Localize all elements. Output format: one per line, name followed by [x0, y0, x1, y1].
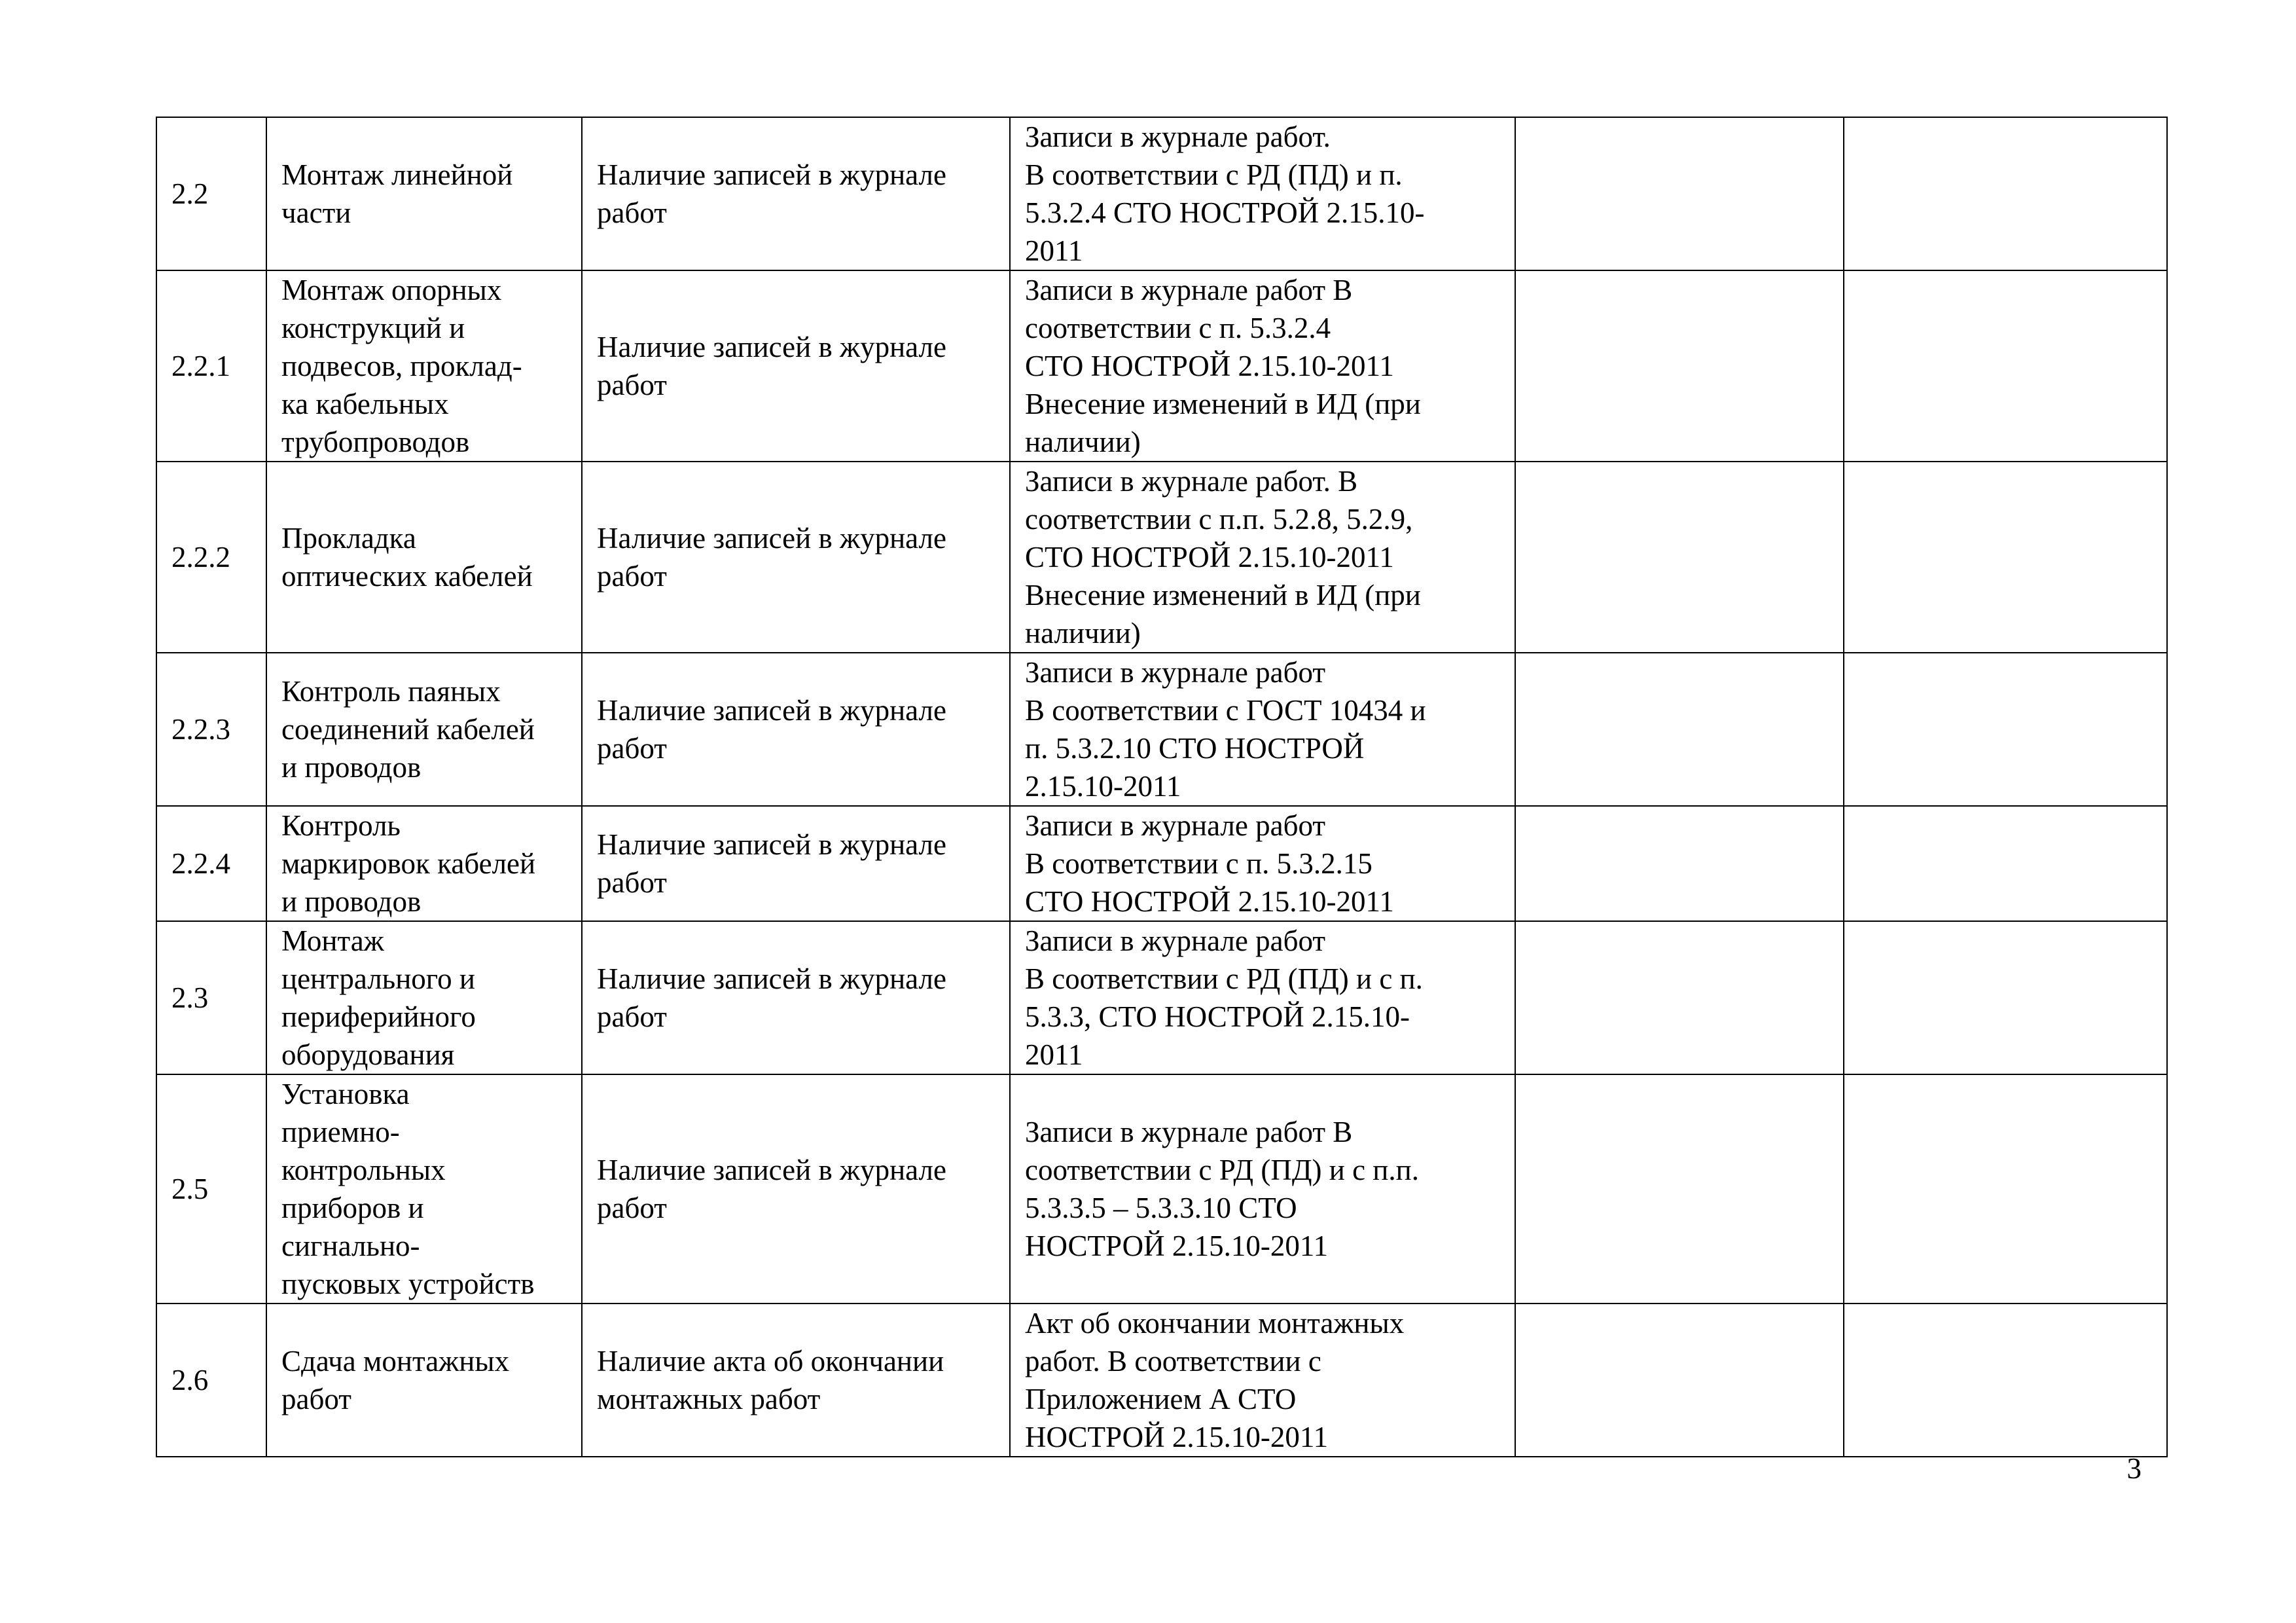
cell-item-number: 2.2.2: [156, 462, 266, 653]
page-number: 3: [2126, 1452, 2142, 1485]
cell-criterion: Наличие записей в журнале работ: [582, 270, 1010, 462]
cell-work-name: Установка приемно- контрольных приборов и сигнально- пусковых устройств: [266, 1074, 582, 1304]
cell-empty: [1515, 462, 1844, 653]
cell-empty: [1515, 653, 1844, 806]
table-row: [156, 117, 2167, 270]
cell-item-number: 2.3: [156, 921, 266, 1074]
table-row: [156, 806, 2167, 921]
cell-requirement: Записи в журнале работ В соответствии с п. 5.3.2.4 СТО НОСТРОЙ 2.15.10-2011 Внесение изменений в ИД (при наличии): [1010, 270, 1515, 462]
cell-criterion: Наличие записей в журнале работ: [582, 462, 1010, 653]
cell-empty: [1844, 462, 2167, 653]
cell-empty: [1844, 806, 2167, 921]
cell-item-number: 2.2.4: [156, 806, 266, 921]
cell-empty: [1844, 653, 2167, 806]
cell-criterion: Наличие записей в журнале работ: [582, 653, 1010, 806]
cell-empty: [1515, 270, 1844, 462]
table-row: [156, 462, 2167, 653]
cell-criterion: Наличие записей в журнале работ: [582, 117, 1010, 270]
cell-work-name: Монтаж центрального и периферийного оборудования: [266, 921, 582, 1074]
table-row: [156, 653, 2167, 806]
cell-item-number: 2.6: [156, 1304, 266, 1457]
cell-work-name: Сдача монтажных работ: [266, 1304, 582, 1457]
cell-item-number: 2.2: [156, 117, 266, 270]
table-body: [156, 117, 2167, 1457]
cell-criterion: Наличие записей в журнале работ: [582, 921, 1010, 1074]
cell-requirement: Записи в журнале работ В соответствии с РД (ПД) и с п. 5.3.3, СТО НОСТРОЙ 2.15.10- 2011: [1010, 921, 1515, 1074]
cell-criterion: Наличие записей в журнале работ: [582, 806, 1010, 921]
cell-empty: [1844, 270, 2167, 462]
cell-criterion: Наличие акта об окончании монтажных работ: [582, 1304, 1010, 1457]
cell-work-name: Прокладка оптических кабелей: [266, 462, 582, 653]
cell-requirement: Записи в журнале работ В соответствии с РД (ПД) и с п.п. 5.3.3.5 – 5.3.3.10 СТО НОСТРОЙ 2.15.10-2011: [1010, 1074, 1515, 1304]
cell-work-name: Контроль паяных соединений кабелей и проводов: [266, 653, 582, 806]
table-row: [156, 1074, 2167, 1304]
cell-requirement: Записи в журнале работ. В соответствии с п.п. 5.2.8, 5.2.9, СТО НОСТРОЙ 2.15.10-2011 Внесение изменений в ИД (при наличии): [1010, 462, 1515, 653]
cell-requirement: Акт об окончании монтажных работ. В соответствии с Приложением А СТО НОСТРОЙ 2.15.10-2011: [1010, 1304, 1515, 1457]
cell-empty: [1515, 921, 1844, 1074]
cell-empty: [1515, 117, 1844, 270]
cell-work-name: Монтаж линейной части: [266, 117, 582, 270]
cell-requirement: Записи в журнале работ. В соответствии с РД (ПД) и п. 5.3.2.4 СТО НОСТРОЙ 2.15.10- 2011: [1010, 117, 1515, 270]
cell-item-number: 2.2.1: [156, 270, 266, 462]
cell-empty: [1844, 921, 2167, 1074]
requirements-table: [156, 117, 2168, 1457]
cell-item-number: 2.5: [156, 1074, 266, 1304]
table-row: [156, 921, 2167, 1074]
cell-empty: [1515, 1074, 1844, 1304]
cell-empty: [1844, 1304, 2167, 1457]
cell-empty: [1515, 1304, 1844, 1457]
cell-empty: [1844, 117, 2167, 270]
cell-empty: [1515, 806, 1844, 921]
cell-item-number: 2.2.3: [156, 653, 266, 806]
cell-criterion: Наличие записей в журнале работ: [582, 1074, 1010, 1304]
cell-requirement: Записи в журнале работ В соответствии с п. 5.3.2.15 СТО НОСТРОЙ 2.15.10-2011: [1010, 806, 1515, 921]
table-row: [156, 270, 2167, 462]
cell-work-name: Контроль маркировок кабелей и проводов: [266, 806, 582, 921]
cell-requirement: Записи в журнале работ В соответствии с ГОСТ 10434 и п. 5.3.2.10 СТО НОСТРОЙ 2.15.10-2011: [1010, 653, 1515, 806]
cell-empty: [1844, 1074, 2167, 1304]
table-row: [156, 1304, 2167, 1457]
cell-work-name: Монтаж опорных конструкций и подвесов, проклад- ка кабельных трубопроводов: [266, 270, 582, 462]
